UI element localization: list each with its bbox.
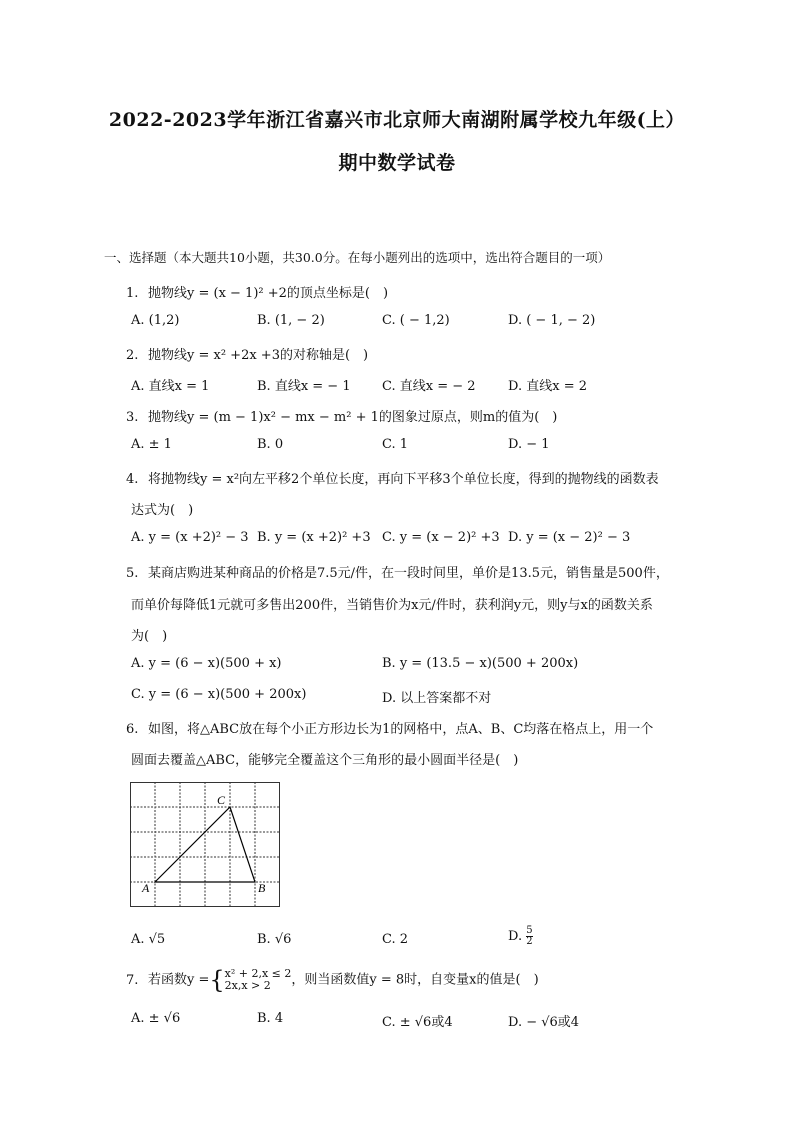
question-5-text-cont2: 为( ) [131,629,168,644]
option-d: D. − √6或4 [508,1015,580,1030]
option-c: C. ± √6或4 [382,1015,453,1030]
option-a: A. (1,2) [131,313,180,328]
question-number: 3. [126,410,139,425]
option-c: C. y = (6 − x)(500 + 200x) [131,687,307,702]
question-text: 某商店购进某种商品的价格是7.5元/件，在一段时间里，单价是13.5元，销售量是500件， [148,566,669,581]
question-text: 如图，将△ABC放在每个小正方形边长为1的网格中，点A、B、C均落在格点上，用一个 [148,722,654,737]
question-text: 抛物线y = (m − 1)x² − mx − m² + 1的图象过原点，则m的值为( ) [148,410,558,425]
question-number: 4. [126,472,139,487]
question-4-text-cont: 达式为( ) [131,503,194,518]
option-b: B. y = (x +2)² +3 [257,530,371,545]
option-a: A. 直线x = 1 [131,379,210,394]
fraction [526,926,532,947]
piece-2: 2x,x > 2 [224,979,271,992]
triangle-grid-figure [130,782,280,908]
question-number: 2. [126,348,139,363]
question-text: 抛物线y = (x − 1)² +2的顶点坐标是( ) [148,286,389,301]
option-d: D. y = (x − 2)² − 3 [508,530,631,545]
fraction-denominator: 2 [526,936,533,947]
option-b: B. (1, − 2) [257,313,325,328]
question-6-text-cont: 圆面去覆盖△ABC，能够完全覆盖这个三角形的最小圆面半径是( ) [131,753,519,768]
question-number: 1. [126,286,139,301]
option-b: B. 4 [257,1011,284,1026]
option-c: C. y = (x − 2)² +3 [382,530,500,545]
option-d: D. ( − 1, − 2) [508,313,596,328]
fraction-numerator: 5 [526,925,533,936]
option-b: B. √6 [257,932,292,947]
option-a: A. ± √6 [131,1011,181,1026]
question-6 [126,718,653,737]
option-c: C. 2 [382,932,409,947]
option-c: C. ( − 1,2) [382,313,450,328]
question-5-text-cont: 而单价每降低1元就可多售出200件，当销售价为x元/件时，获利润y元，则y与x的函数关系 [131,598,653,613]
option-d: D. 以上答案都不对 [382,691,492,706]
option-b: B. y = (13.5 − x)(500 + 200x) [382,656,579,671]
question-number: 6. [126,722,139,737]
question-4 [126,468,659,487]
option-a: A. y = (6 − x)(500 + x) [131,656,282,671]
question-text: 将抛物线y = x²向左平移2个单位长度，再向下平移3个单位长度，得到的抛物线的函数表 [148,472,659,487]
option-d: D. 直线x = 2 [508,379,587,394]
piece-1: x² + 2,x ≤ 2 [224,967,292,980]
option-a: A. ± 1 [131,437,172,452]
option-a: A. y = (x +2)² − 3 [131,530,249,545]
option-b: B. 直线x = − 1 [257,379,351,394]
option-c: C. 直线x = − 2 [382,379,476,394]
option-b: B. 0 [257,437,284,452]
piecewise-definition [225,968,292,992]
option-d [508,926,533,947]
question-number: 5. [126,566,139,581]
option-c: C. 1 [382,437,409,452]
question-7 [126,966,539,994]
vertex-label-c: C [217,793,226,807]
question-number: 7. [126,972,139,988]
question-text-post: ，则当函数值y = 8时，自变量x的值是( ) [291,972,539,988]
option-d: D. − 1 [508,437,550,452]
vertex-label-a: A [142,881,150,895]
brace-symbol: { [209,966,225,994]
question-3 [126,406,557,425]
exam-title-line2: 期中数学试卷 [338,152,456,174]
question-text: 抛物线y = x² +2x +3的对称轴是( ) [148,348,369,363]
vertex-label-b: B [258,881,266,895]
question-1 [126,282,388,301]
exam-title-line1: 2022-2023学年浙江省嘉兴市北京师大南湖附属学校九年级(上） [108,109,686,131]
question-2 [126,344,368,363]
section-heading: 一、选择题（本大题共10小题，共30.0分。在每小题列出的选项中，选出符合题目的一项） [104,250,611,265]
option-a: A. √5 [131,932,166,947]
question-5 [126,562,669,581]
option-d-label: D. [508,929,523,944]
question-text-pre: 若函数y = [148,972,210,988]
